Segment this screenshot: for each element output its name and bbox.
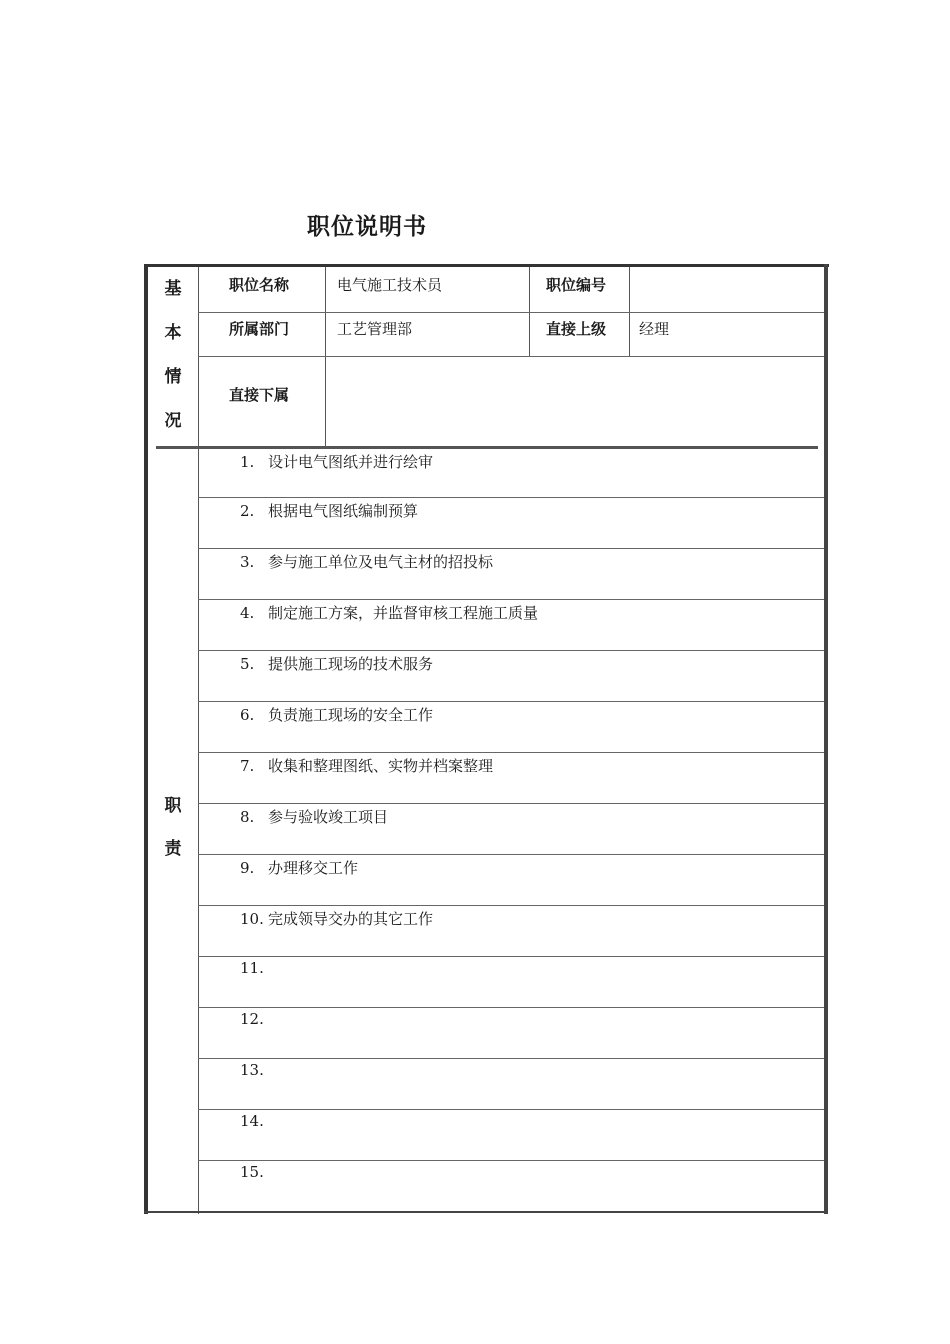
table-border-bottom — [144, 1211, 828, 1213]
duty-number: 11. — [240, 959, 264, 977]
subordinates-label: 直接下属 — [229, 386, 290, 404]
job-description-table — [144, 264, 829, 1214]
duty-item-8 — [240, 806, 388, 827]
duty-number: 7. — [240, 757, 255, 775]
duty-number: 12. — [240, 1010, 264, 1028]
duty-row-divider — [198, 905, 824, 906]
table-border-right — [824, 264, 828, 1214]
duty-number: 10. — [240, 910, 264, 928]
duty-text: 办理移交工作 — [268, 859, 359, 877]
duty-text: 参与验收竣工项目 — [268, 808, 389, 826]
section-label-basic-3: 情 — [164, 367, 182, 387]
duty-item-1 — [240, 451, 433, 472]
duty-item-9 — [240, 857, 358, 878]
department-value: 工艺管理部 — [337, 320, 413, 338]
section-label-basic-1: 基 — [164, 279, 182, 299]
duty-number: 2. — [240, 502, 255, 520]
section-label-duties-2: 责 — [164, 839, 182, 859]
table-border-left — [144, 264, 148, 1214]
duty-text: 制定施工方案，并监督审核工程施工质量 — [268, 604, 539, 622]
duty-number: 4. — [240, 604, 255, 622]
duty-text: 完成领导交办的其它工作 — [268, 910, 434, 928]
duty-item-12 — [240, 1010, 268, 1028]
duty-number: 6. — [240, 706, 255, 724]
duty-text: 根据电气图纸编制预算 — [268, 502, 419, 520]
page-title: 职位说明书 — [307, 214, 427, 240]
duty-item-6 — [240, 704, 433, 725]
duty-text: 收集和整理图纸、实物并档案整理 — [268, 757, 494, 775]
duty-row-divider — [198, 752, 824, 753]
duty-item-2 — [240, 500, 418, 521]
duty-item-14 — [240, 1112, 268, 1130]
duty-text: 参与施工单位及电气主材的招投标 — [268, 553, 494, 571]
job-title-value: 电气施工技术员 — [337, 276, 443, 294]
duty-row-divider — [198, 803, 824, 804]
duty-item-10 — [240, 908, 433, 929]
job-title-label: 职位名称 — [229, 276, 290, 294]
duty-row-divider — [198, 650, 824, 651]
duty-item-5 — [240, 653, 433, 674]
duty-number: 5. — [240, 655, 255, 673]
section-divider — [156, 446, 818, 449]
duty-item-11 — [240, 959, 268, 977]
duty-row-divider — [198, 701, 824, 702]
duty-number: 8. — [240, 808, 255, 826]
duty-item-4 — [240, 602, 538, 623]
job-code-label: 职位编号 — [546, 276, 607, 294]
duty-row-divider — [198, 599, 824, 600]
duty-text: 设计电气图纸并进行绘审 — [268, 453, 434, 471]
duty-number: 13. — [240, 1061, 264, 1079]
duty-row-divider — [198, 854, 824, 855]
duty-item-3 — [240, 551, 493, 572]
duty-item-13 — [240, 1061, 268, 1079]
duty-text: 负责施工现场的安全工作 — [268, 706, 434, 724]
label-column-divider — [198, 267, 199, 1214]
duty-item-7 — [240, 755, 493, 776]
duty-row-divider — [198, 497, 824, 498]
duty-number: 1. — [240, 453, 255, 471]
duty-row-divider — [198, 1160, 824, 1161]
duty-number: 9. — [240, 859, 255, 877]
supervisor-label: 直接上级 — [546, 320, 607, 338]
section-label-basic-2: 本 — [164, 323, 182, 343]
department-label: 所属部门 — [229, 320, 290, 338]
table-border-top — [144, 264, 829, 267]
duty-row-divider — [198, 1109, 824, 1110]
duty-text: 提供施工现场的技术服务 — [268, 655, 434, 673]
section-label-duties-1: 职 — [164, 796, 182, 816]
duty-item-15 — [240, 1163, 268, 1181]
duty-row-divider — [198, 1058, 824, 1059]
duty-row-divider — [198, 548, 824, 549]
row-divider-2 — [198, 356, 824, 357]
duty-number: 3. — [240, 553, 255, 571]
duty-row-divider — [198, 1007, 824, 1008]
duty-number: 15. — [240, 1163, 264, 1181]
section-label-basic-4: 况 — [164, 411, 182, 431]
row-divider-1 — [198, 312, 824, 313]
duty-row-divider — [198, 956, 824, 957]
duty-number: 14. — [240, 1112, 264, 1130]
supervisor-value: 经理 — [639, 320, 670, 338]
